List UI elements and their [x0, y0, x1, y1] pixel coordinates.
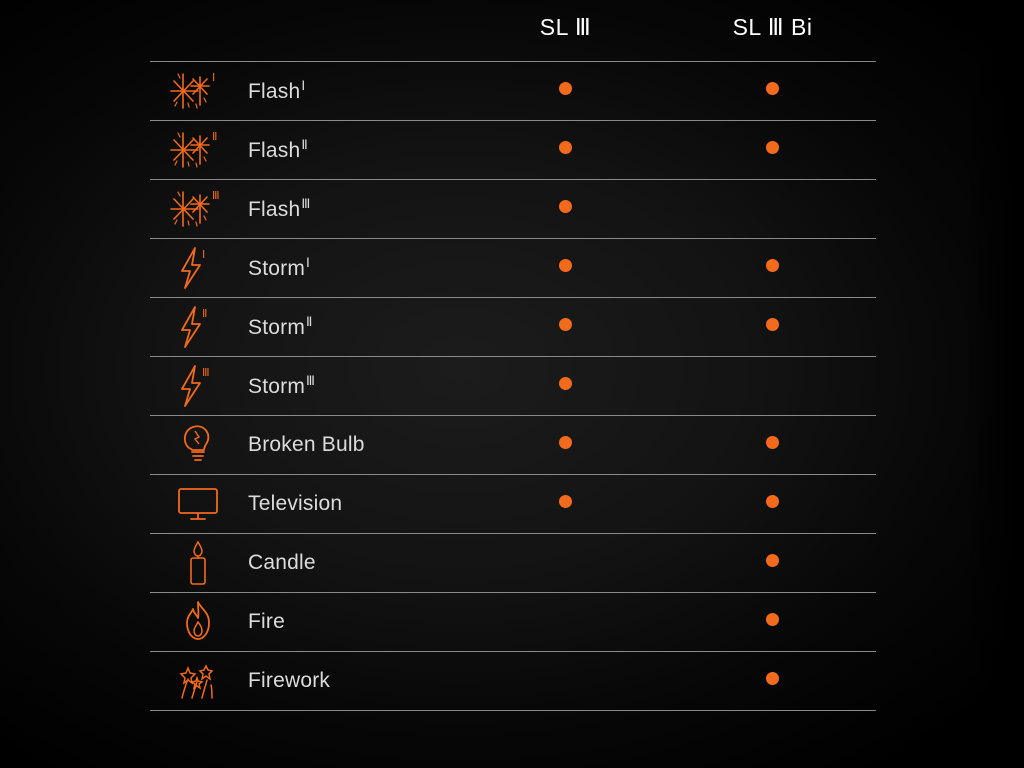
svg-text:Ⅲ: Ⅲ: [212, 190, 220, 202]
support-cell-sl3: [462, 534, 669, 593]
effect-name-variant: Ⅰ: [306, 255, 310, 270]
table-row: [150, 180, 876, 239]
support-dot: [559, 82, 572, 95]
broken-bulb-icon: [150, 416, 246, 475]
table-row: [150, 239, 876, 298]
support-dot: [766, 82, 779, 95]
television-icon: [150, 475, 246, 534]
support-cell-sl3bi: [669, 357, 876, 416]
effect-name-variant: Ⅰ: [301, 78, 306, 93]
svg-text:Ⅱ: Ⅱ: [202, 308, 208, 320]
column-header-sl3: SL Ⅲ: [539, 14, 592, 40]
svg-text:Ⅰ: Ⅰ: [212, 72, 216, 84]
table-row: [150, 652, 876, 711]
table-row: [150, 416, 876, 475]
table-row: [150, 534, 876, 593]
lightning-bolt-3-icon: [150, 357, 246, 416]
table-row: [150, 475, 876, 534]
effect-name-text: Flash: [248, 198, 301, 221]
support-cell-sl3bi: [669, 652, 876, 711]
effect-name-text: Storm: [248, 257, 306, 280]
svg-text:Ⅰ: Ⅰ: [202, 249, 206, 261]
comparison-table-wrapper: [150, 14, 876, 711]
support-dot: [559, 318, 572, 331]
effect-name: [246, 534, 462, 593]
support-dot: [766, 554, 779, 567]
support-dot: [559, 259, 572, 272]
svg-text:Ⅱ: Ⅱ: [212, 131, 218, 143]
support-dot: [766, 613, 779, 626]
effect-name-text: Storm: [248, 375, 306, 398]
table-row: [150, 357, 876, 416]
support-cell-sl3: [462, 121, 669, 180]
support-dot: [766, 436, 779, 449]
table-body: [150, 62, 876, 711]
lightning-bolt-1-icon: [150, 239, 246, 298]
table-row: [150, 121, 876, 180]
support-cell-sl3: [462, 298, 669, 357]
support-cell-sl3bi: [669, 416, 876, 475]
effect-name-text: Storm: [248, 316, 306, 339]
effect-name-variant: Ⅱ: [306, 314, 313, 329]
effect-name: [246, 593, 462, 652]
support-cell-sl3: [462, 180, 669, 239]
effect-name-text: Flash: [248, 139, 301, 162]
support-cell-sl3bi: [669, 298, 876, 357]
support-dot: [559, 495, 572, 508]
support-cell-sl3bi: [669, 475, 876, 534]
support-cell-sl3bi: [669, 180, 876, 239]
table-row: [150, 298, 876, 357]
support-dot: [766, 318, 779, 331]
table-row: [150, 593, 876, 652]
effect-name: [246, 298, 462, 357]
effect-name-text: Television: [248, 492, 343, 515]
firework-icon: [150, 652, 246, 711]
support-cell-sl3: [462, 475, 669, 534]
svg-text:Ⅲ: Ⅲ: [202, 367, 210, 379]
effect-name: [246, 416, 462, 475]
support-cell-sl3: [462, 593, 669, 652]
effect-name-text: Flash: [248, 80, 301, 103]
effect-name-text: Candle: [248, 551, 316, 574]
support-cell-sl3bi: [669, 239, 876, 298]
effects-support-table: [150, 14, 876, 711]
effect-name: [246, 62, 462, 121]
effect-name-variant: Ⅲ: [301, 196, 311, 211]
effect-name: [246, 239, 462, 298]
effect-name: [246, 475, 462, 534]
flash-burst-3-icon: [150, 180, 246, 239]
header-label-blank: [246, 14, 462, 62]
support-dot: [766, 259, 779, 272]
support-dot: [559, 436, 572, 449]
candle-icon: [150, 534, 246, 593]
effect-name-text: Broken Bulb: [248, 433, 365, 456]
flash-burst-1-icon: [150, 62, 246, 121]
effect-name-variant: Ⅱ: [301, 137, 308, 152]
support-cell-sl3: [462, 416, 669, 475]
effect-name: [246, 652, 462, 711]
support-cell-sl3bi: [669, 534, 876, 593]
lightning-bolt-2-icon: [150, 298, 246, 357]
flash-burst-2-icon: [150, 121, 246, 180]
effect-name: [246, 357, 462, 416]
support-dot: [559, 141, 572, 154]
fire-icon: [150, 593, 246, 652]
table-header: [150, 14, 876, 62]
support-cell-sl3bi: [669, 593, 876, 652]
effect-name-text: Fire: [248, 610, 285, 633]
support-cell-sl3: [462, 62, 669, 121]
support-cell-sl3: [462, 357, 669, 416]
effect-name-variant: Ⅲ: [306, 373, 315, 388]
support-cell-sl3bi: [669, 62, 876, 121]
support-cell-sl3: [462, 652, 669, 711]
support-cell-sl3: [462, 239, 669, 298]
effect-name: [246, 121, 462, 180]
effect-name-text: Firework: [248, 669, 331, 692]
support-cell-sl3bi: [669, 121, 876, 180]
support-dot: [559, 377, 572, 390]
effect-name: [246, 180, 462, 239]
support-dot: [766, 672, 779, 685]
support-dot: [766, 495, 779, 508]
column-header-sl3bi: SL Ⅲ Bi: [732, 14, 813, 40]
support-dot: [766, 141, 779, 154]
header-icon-blank: [150, 14, 246, 62]
table-row: [150, 62, 876, 121]
support-dot: [559, 200, 572, 213]
